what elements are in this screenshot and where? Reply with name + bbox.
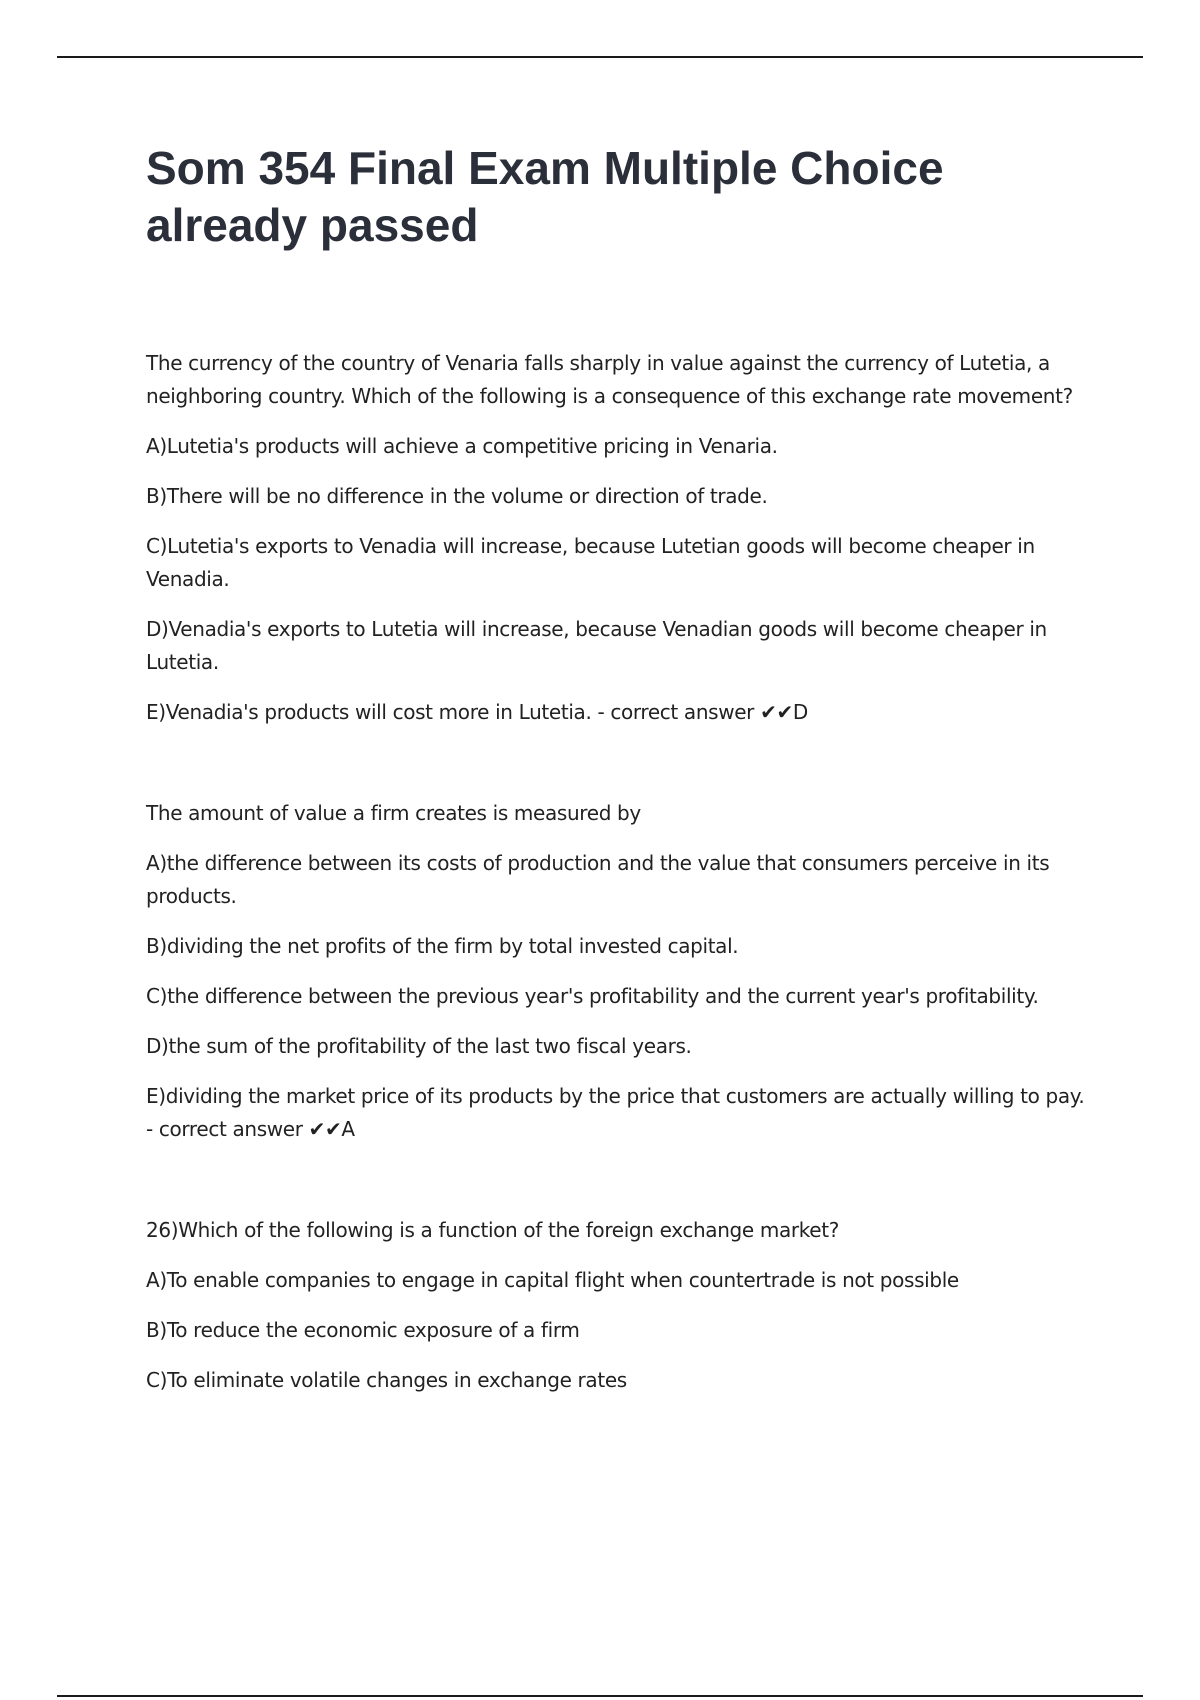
answer-option-b: B)To reduce the economic exposure of a firm bbox=[146, 1318, 580, 1342]
answer-option-c: C)the difference between the previous year's profitability and the current year's profitability. bbox=[146, 984, 1039, 1008]
question-prompt: 26)Which of the following is a function of the foreign exchange market? bbox=[146, 1218, 839, 1242]
answer-option-b: B)There will be no difference in the volume or direction of trade. bbox=[146, 484, 768, 508]
question-prompt: The currency of the country of Venaria falls sharply in value against the currency of Lutetia, a neighboring country. Which of the following is a consequence of this exchange rate movement? bbox=[146, 351, 1073, 408]
answer-option-a: A)Lutetia's products will achieve a competitive pricing in Venaria. bbox=[146, 434, 778, 458]
answer-option-c: C)To eliminate volatile changes in exchange rates bbox=[146, 1368, 627, 1392]
answer-option-e: E)dividing the market price of its products by the price that customers are actually willing to pay. - correct answer ✔✔A bbox=[146, 1084, 1085, 1141]
answer-option-e: E)Venadia's products will cost more in Lutetia. - correct answer ✔✔D bbox=[146, 700, 808, 724]
top-rule bbox=[57, 56, 1143, 58]
page-title: Som 354 Final Exam Multiple Choice already passed bbox=[146, 142, 944, 251]
question-2 bbox=[146, 797, 1096, 1146]
bottom-rule bbox=[57, 1695, 1143, 1697]
question-1 bbox=[146, 347, 1096, 729]
document-body bbox=[146, 140, 1096, 1414]
answer-option-d: D)the sum of the profitability of the last two fiscal years. bbox=[146, 1034, 692, 1058]
answer-option-b: B)dividing the net profits of the firm by total invested capital. bbox=[146, 934, 739, 958]
answer-option-d: D)Venadia's exports to Lutetia will increase, because Venadian goods will become cheaper in Lutetia. bbox=[146, 617, 1047, 674]
answer-option-a: A)the difference between its costs of production and the value that consumers perceive in its products. bbox=[146, 851, 1050, 908]
question-prompt: The amount of value a firm creates is measured by bbox=[146, 801, 641, 825]
answer-option-c: C)Lutetia's exports to Venadia will increase, because Lutetian goods will become cheaper in Venadia. bbox=[146, 534, 1035, 591]
question-list bbox=[146, 347, 1096, 1397]
answer-option-a: A)To enable companies to engage in capital flight when countertrade is not possible bbox=[146, 1268, 959, 1292]
question-3 bbox=[146, 1214, 1096, 1397]
